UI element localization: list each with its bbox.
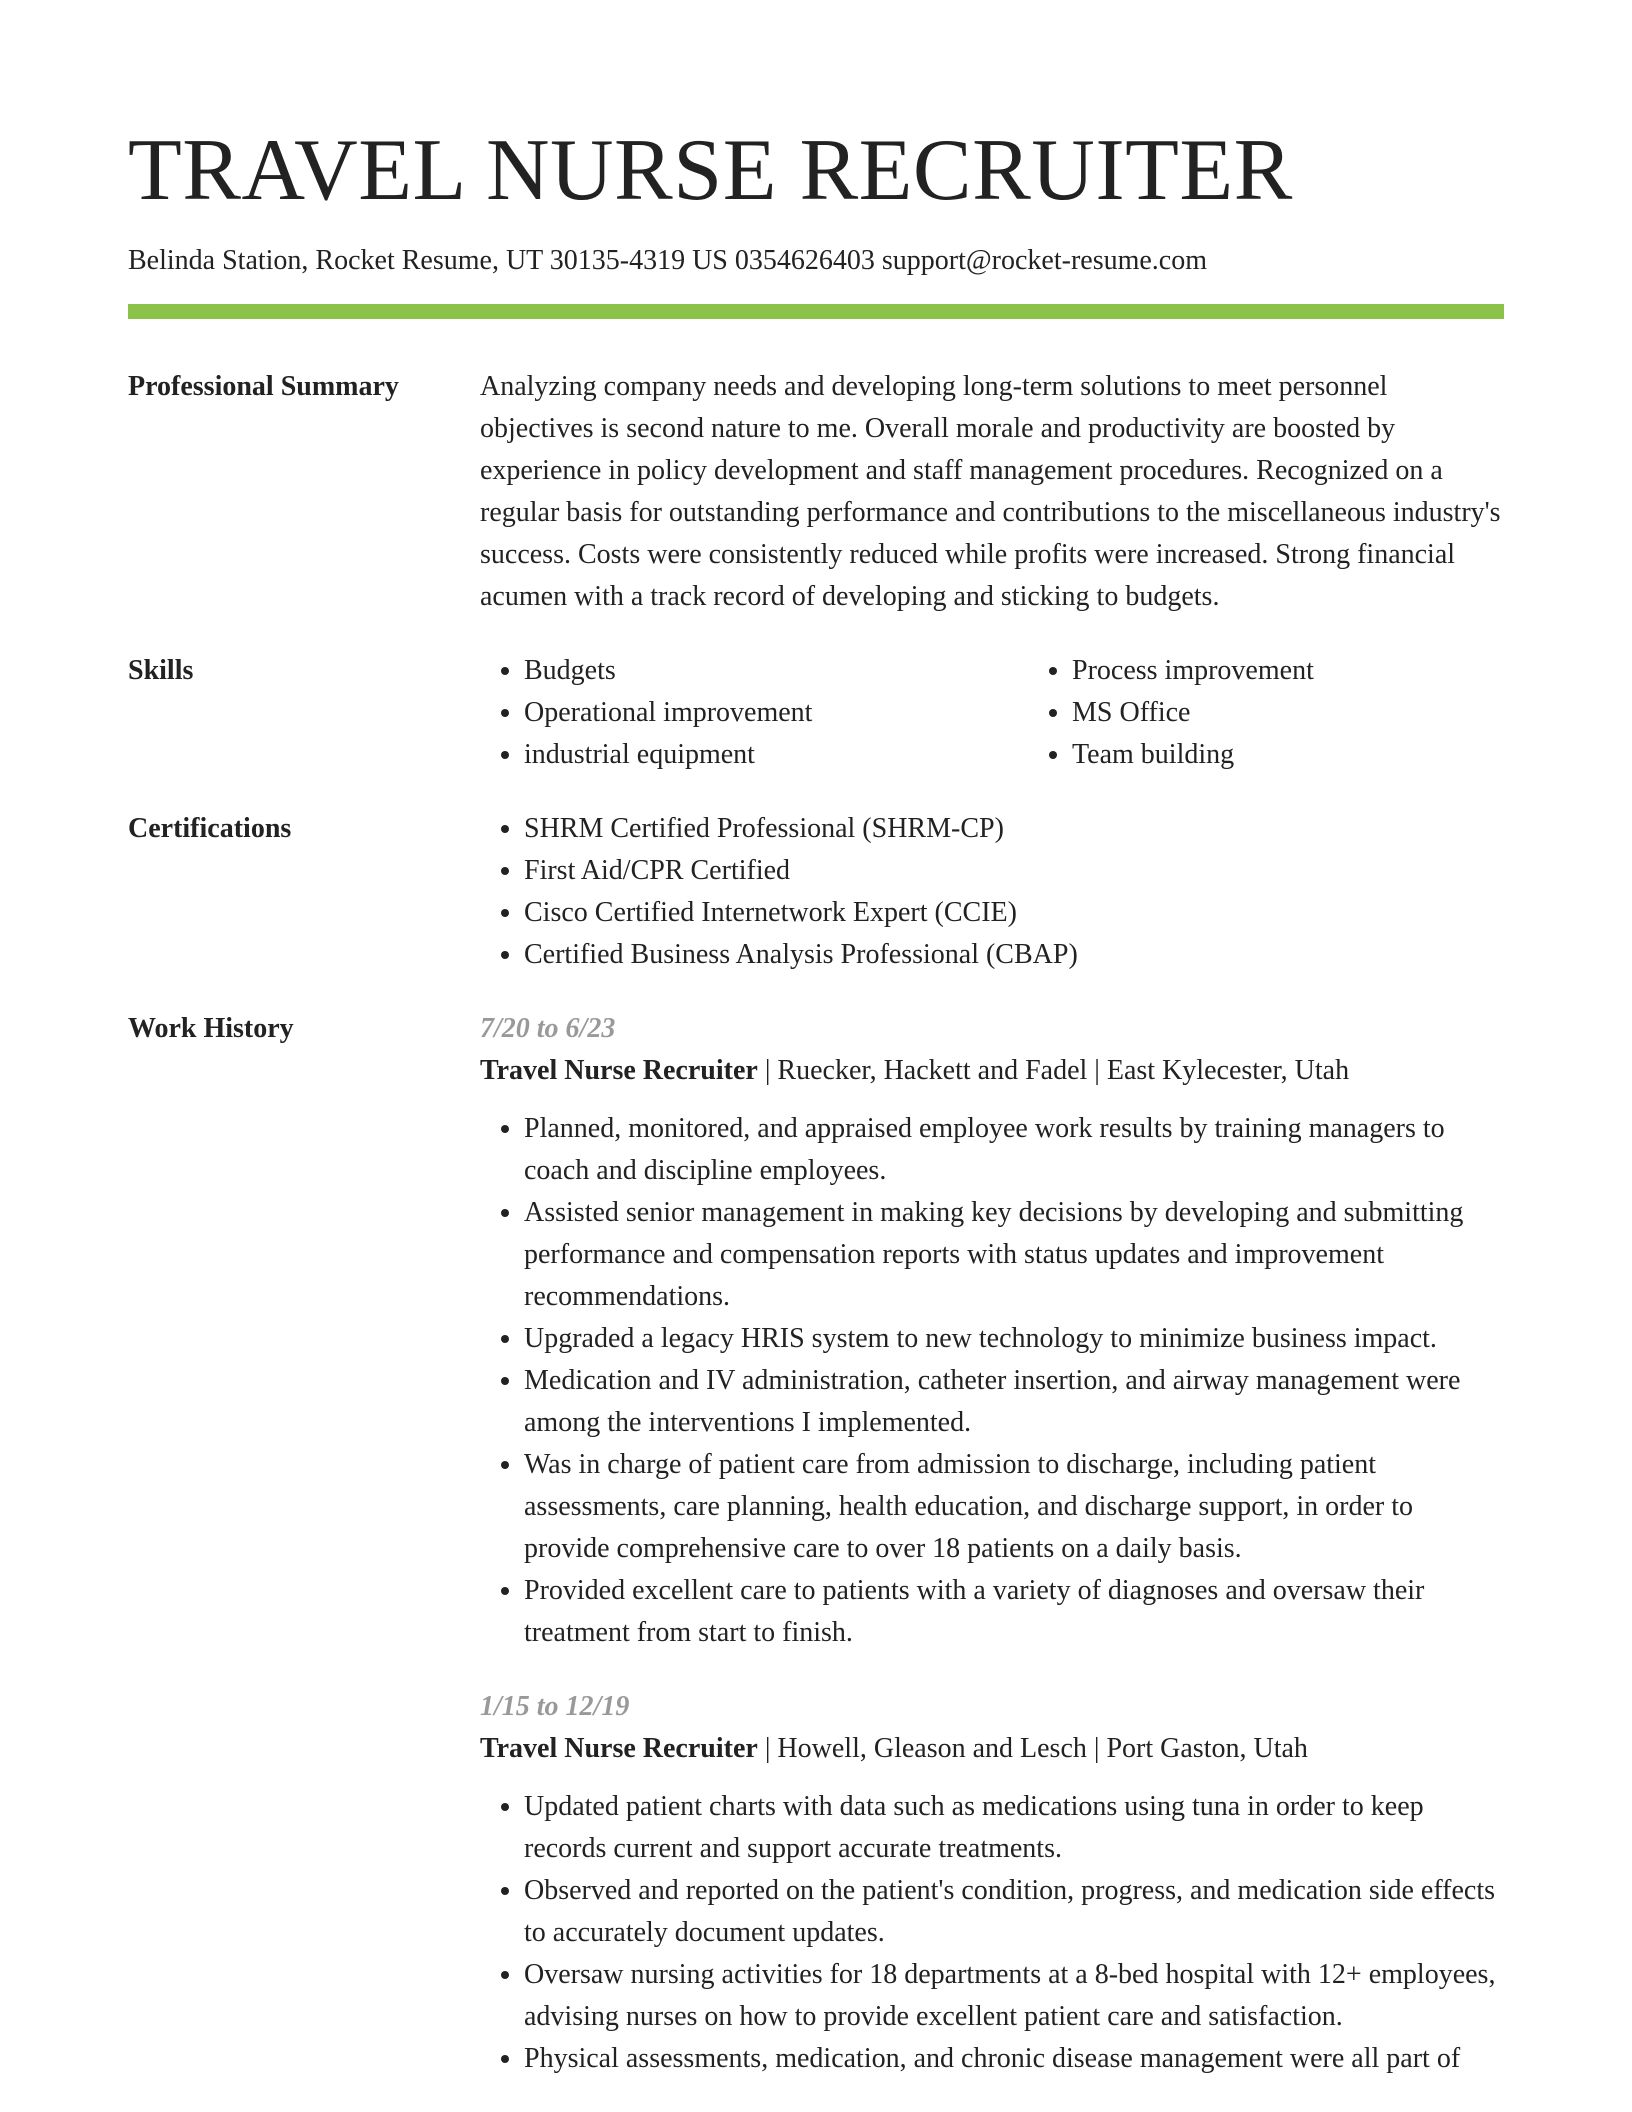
job-employer-location: | Howell, Gleason and Lesch | Port Gaston, Utah: [757, 1733, 1308, 1764]
job-duty: • Provided excellent care to patients with a variety of diagnoses and oversaw their treatment from start to finish.: [524, 1570, 1504, 1654]
accent-divider: [128, 304, 1504, 319]
job-employer-location: | Ruecker, Hackett and Fadel | East Kylecester, Utah: [757, 1055, 1350, 1086]
certifications-body: [480, 808, 1504, 976]
skill-item: • industrial equipment: [524, 734, 1028, 776]
job-entry: [480, 1686, 1504, 2080]
certifications-label: Certifications: [128, 813, 292, 844]
job-duty: • Medication and IV administration, catheter insertion, and airway management were among the interventions I implemented.: [524, 1360, 1504, 1444]
certification-item: • First Aid/CPR Certified: [524, 850, 1504, 892]
job-duty: • Oversaw nursing activities for 18 departments at a 8-bed hospital with 12+ employees, advising nurses on how to provide excellent patient care and satisfaction.: [524, 1954, 1504, 2038]
job-title: Travel Nurse Recruiter: [480, 1733, 758, 1764]
job-dates: 1/15 to 12/19: [480, 1691, 630, 1722]
work-history-label: Work History: [128, 1013, 294, 1044]
skills-list-right: [1028, 650, 1576, 776]
certification-item: • SHRM Certified Professional (SHRM-CP): [524, 808, 1504, 850]
skills-section: [128, 650, 1504, 776]
job-duty: • Observed and reported on the patient's condition, progress, and medication side effects to accurately document updates.: [524, 1870, 1504, 1954]
job-duty: • Planned, monitored, and appraised employee work results by training managers to coach and discipline employees.: [524, 1108, 1504, 1192]
certification-item: • Cisco Certified Internetwork Expert (CCIE): [524, 892, 1504, 934]
job-duty: • Was in charge of patient care from admission to discharge, including patient assessments, care planning, health education, and discharge support, in order to provide comprehensive care to over 18 patients on a daily basis.: [524, 1444, 1504, 1570]
skill-item: • Operational improvement: [524, 692, 1028, 734]
skill-item: • Process improvement: [1072, 650, 1576, 692]
job-entry: [480, 1008, 1504, 1654]
skills-label: Skills: [128, 655, 194, 686]
job-duties-list: [480, 1108, 1504, 1654]
skills-body: [480, 650, 1576, 776]
job-title: Travel Nurse Recruiter: [480, 1055, 758, 1086]
job-duty: • Updated patient charts with data such as medications using tuna in order to keep records current and support accurate treatments.: [524, 1786, 1504, 1870]
summary-label: Professional Summary: [128, 371, 399, 402]
summary-body: [480, 366, 1504, 618]
skill-item: • MS Office: [1072, 692, 1576, 734]
resume-name: TRAVEL NURSE RECRUITER: [128, 122, 1293, 219]
job-heading: [480, 1728, 1504, 1770]
certifications-section: [128, 808, 1504, 976]
work-history-section: [128, 1008, 1504, 2080]
job-dates: 7/20 to 6/23: [480, 1013, 616, 1044]
job-duty: • Assisted senior management in making key decisions by developing and submitting performance and compensation reports with status updates and improvement recommendations.: [524, 1192, 1504, 1318]
certifications-list: [480, 808, 1504, 976]
job-heading: [480, 1050, 1504, 1092]
certification-item: • Certified Business Analysis Professional (CBAP): [524, 934, 1504, 976]
skill-item: • Team building: [1072, 734, 1576, 776]
contact-info: Belinda Station, Rocket Resume, UT 30135-4319 US 0354626403 support@rocket-resume.com: [128, 245, 1208, 276]
summary-section: [128, 366, 1504, 618]
job-duty: • Physical assessments, medication, and chronic disease management were all part of: [524, 2038, 1504, 2080]
resume-page: [128, 0, 1504, 2080]
summary-text: Analyzing company needs and developing long-term solutions to meet personnel objectives is second nature to me. Overall morale and productivity are boosted by experience in policy development and staff management procedures. Recognized on a regular basis for outstanding performance and contributions to the miscellaneous industry's success. Costs were consistently reduced while profits were increased. Strong financial acumen with a track record of developing and sticking to budgets.: [480, 371, 1501, 612]
work-history-body: [480, 1008, 1504, 2080]
skill-item: • Budgets: [524, 650, 1028, 692]
skills-list-left: [480, 650, 1028, 776]
skills-grid: [480, 650, 1576, 776]
job-duty: • Upgraded a legacy HRIS system to new technology to minimize business impact.: [524, 1318, 1504, 1360]
job-duties-list: [480, 1786, 1504, 2080]
